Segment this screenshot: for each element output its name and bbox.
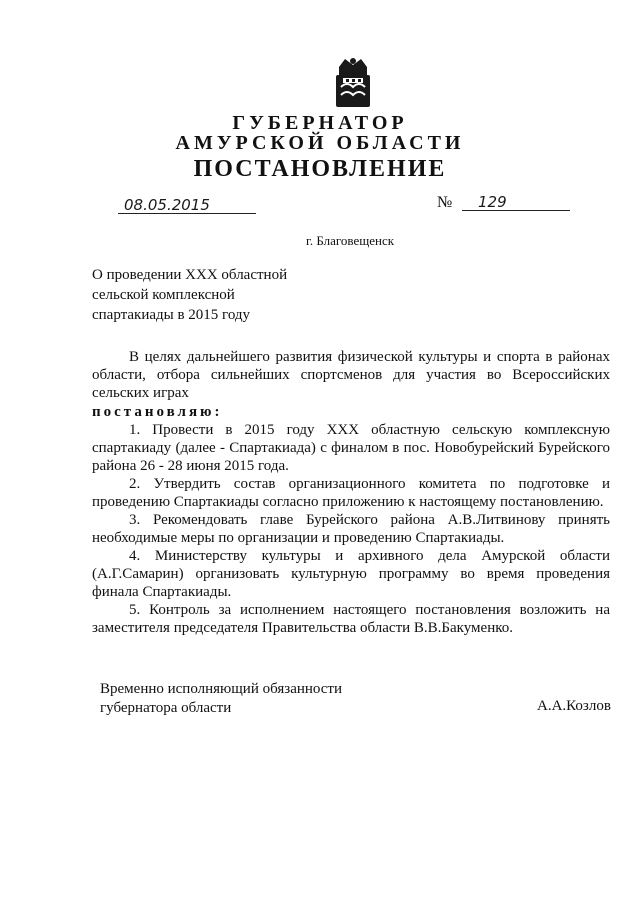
document-date: 08.05.2015 bbox=[124, 196, 210, 214]
decree-item-1: 1. Провести в 2015 году XXX областную сельскую комплексную спартакиаду (далее - Спартакиада) с финалом в пос. Новобурейский Бурейского района 26 - 28 июня 2015 года. bbox=[92, 422, 610, 474]
subject-line: О проведении XXX областной bbox=[92, 267, 288, 283]
decree-item-5: 5. Контроль за исполнением настоящего постановления возложить на заместителя председателя Правительства области В.В.Бакуменко. bbox=[92, 602, 610, 636]
subject-line: спартакиады в 2015 году bbox=[92, 307, 251, 323]
decree-item-3: 3. Рекомендовать главе Бурейского района А.В.Литвинову принять необходимые меры по организации и проведению Спартакиады. bbox=[92, 512, 610, 546]
preamble: В целях дальнейшего развития физической культуры и спорта в районах области, отбора сильнейших спортсменов для участия во Всероссийских сельских играх bbox=[92, 349, 610, 401]
signatory-title bbox=[100, 680, 342, 718]
header-title-line2: АМУРСКОЙ ОБЛАСТИ bbox=[175, 132, 465, 154]
city: г. Благовещенск bbox=[305, 233, 395, 248]
number-sign: № bbox=[437, 194, 453, 211]
signatory-title-line: Временно исполняющий обязанности bbox=[100, 681, 343, 697]
document-number: 129 bbox=[478, 193, 507, 211]
signatory-title-line: губернатора области bbox=[100, 700, 232, 716]
coat-of-arms-icon bbox=[333, 55, 373, 109]
decree-item-2: 2. Утвердить состав организационного комитета по подготовке и проведению Спартакиады согласно приложению к настоящему постановлению. bbox=[92, 476, 610, 510]
decree-item-4: 4. Министерству культуры и архивного дела Амурской области (А.Г.Самарин) организовать культурную программу во время проведения финала Спартакиады. bbox=[92, 548, 610, 600]
document-type: ПОСТАНОВЛЕНИЕ bbox=[193, 156, 447, 182]
decree-word: постановляю: bbox=[92, 404, 223, 420]
signatory-name: А.А.Козлов bbox=[537, 698, 611, 714]
document-subject bbox=[92, 265, 287, 325]
subject-line: сельской комплексной bbox=[92, 287, 235, 303]
header-title-line1: ГУБЕРНАТОР bbox=[232, 112, 408, 134]
